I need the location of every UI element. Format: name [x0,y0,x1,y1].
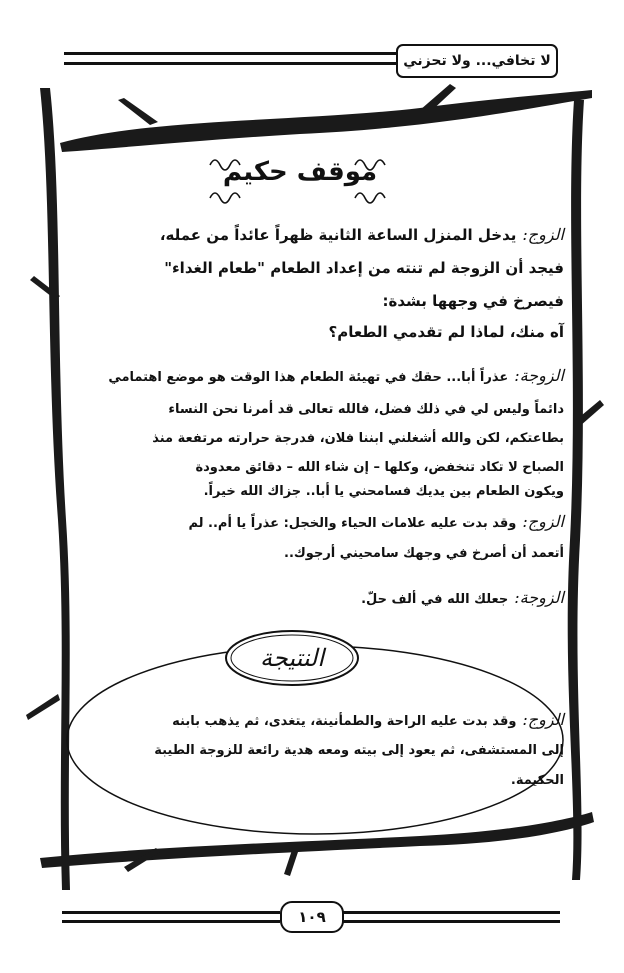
footer-rule-left-2 [62,920,280,923]
dialogue-text: يدخل المنزل الساعة الثانية ظهراً عائداً من عمله، [159,226,517,244]
dialogue-line [188,512,564,531]
dialogue-line: بطاعتكم، لكن والله أشغلني ابننا فلان، فدرجة حرارته مرتفعة منذ [152,431,564,446]
dialogue-text: عذراً أبا... حقك في تهيئة الطعام هذا الوقت هو موضع اهتمامي [108,370,509,385]
running-title: لا تخافي... ولا تحزني [396,44,558,78]
dialogue-line: آه منك، لماذا لم تقدمي الطعام؟ [328,323,564,341]
result-line [172,710,564,729]
speaker-label: الزوج: [522,512,564,531]
dialogue-line: أتعمد أن أصرخ في وجهك سامحيني أرجوك.. [284,546,564,561]
result-badge [222,628,362,688]
dialogue-line: دائماً وليس لي في ذلك فضل، فالله تعالى قد أمرنا نحن النساء [168,402,564,417]
dialogue-line: ويكون الطعام بين يديك فسامحني يا أبا.. جزاك الله خيراً. [203,484,564,499]
speaker-label: الزوجة: [514,588,564,607]
dialogue-line: فيصرخ في وجهها بشدة: [382,292,564,310]
page-number: ١٠٩ [280,901,344,933]
branch-right [568,100,584,880]
speaker-label: الزوج: [522,225,564,244]
section-title-text: موقف حكيم [222,157,378,187]
dialogue-line: فيجد أن الزوجة لم تنته من إعداد الطعام "طعام الغداء" [164,259,564,277]
result-line: الحكيمة. [510,773,564,788]
speaker-label: الزوجة: [514,366,564,385]
result-label: النتيجة [259,644,325,672]
dialogue-line [108,366,564,385]
branch-top [60,90,592,152]
result-line: إلى المستشفى، ثم يعود إلى بيته ومعه هدية رائعة للزوجة الطيبة [154,743,564,758]
footer-rule-left [62,911,280,914]
speaker-label: الزوج: [522,710,564,729]
dialogue-line [361,588,564,607]
dialogue-text: وقد بدت عليه علامات الحياء والخجل: عذراً يا أم.. لم [188,516,517,531]
dialogue-line [160,225,564,244]
footer-rule-right-2 [342,920,560,923]
dialogue-text: جعلك الله في ألف حلّ. [361,592,509,607]
section-title [205,150,395,210]
footer-rule-right [342,911,560,914]
result-text: وقد بدت عليه الراحة والطمأنينة، يتغدى، ثم يذهب بابنه [172,714,517,729]
dialogue-line: الصباح لا تكاد تنخفض، وكلها – إن شاء الله – دقائق معدودة [195,460,564,475]
